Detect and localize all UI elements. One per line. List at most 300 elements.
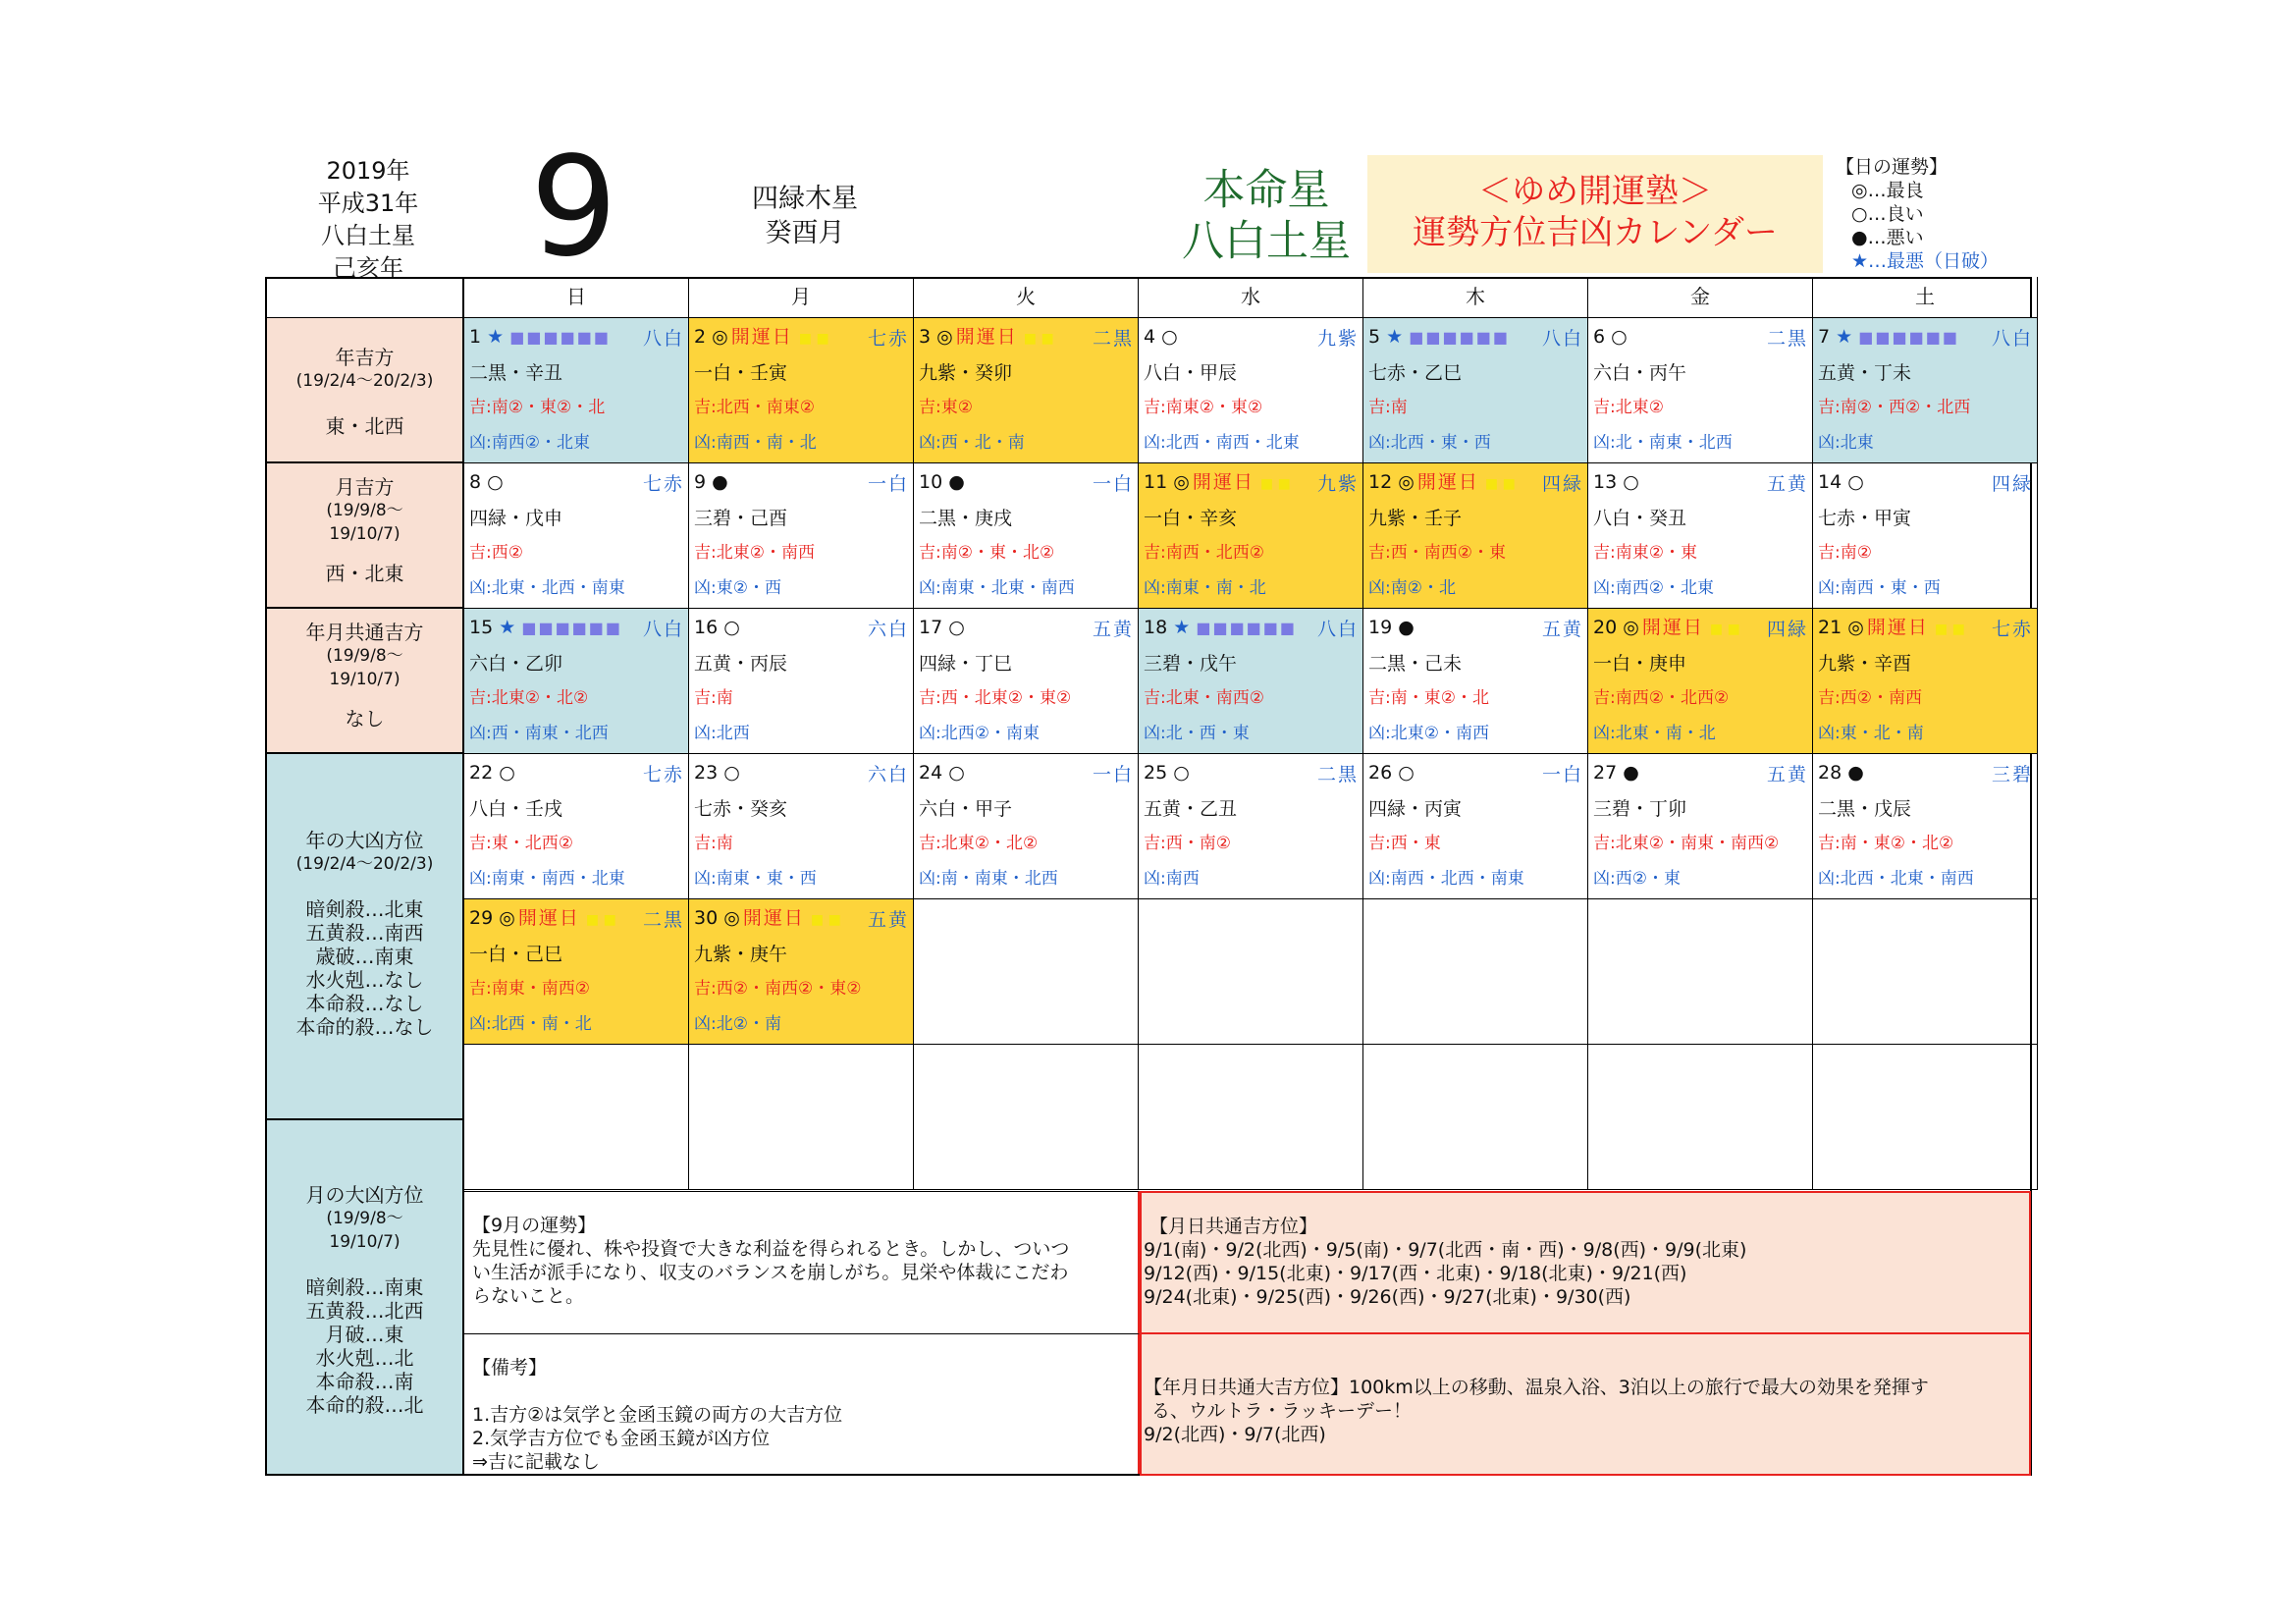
legend-bad: ●…悪い — [1851, 227, 1924, 248]
day-star: 七赤 — [867, 328, 909, 350]
day-number: 1 — [469, 326, 482, 348]
day-cell — [689, 899, 914, 1045]
empty-cell — [1139, 1045, 1363, 1190]
day-cell — [1813, 463, 2038, 609]
great-line: 【年月日共通大吉方位】100km以上の移動、温泉入浴、3泊以上の旅行で最大の効果を発揮す — [1144, 1377, 1929, 1398]
lucky-directions: 吉:南・東②・北② — [1818, 834, 1954, 853]
legend-worst: ★…最悪（日破） — [1851, 250, 2000, 272]
day-kanshi: 三碧・丁卯 — [1593, 798, 1687, 820]
fortune-mark: ○ — [723, 762, 740, 784]
legend-best: ◎…最良 — [1851, 180, 1924, 201]
unlucky-directions: 凶:南西②・北東 — [1593, 578, 1714, 598]
day-number: 7 — [1818, 326, 1831, 348]
kaiun-label: 開運日 — [955, 326, 1018, 348]
day-number: 24 — [919, 762, 943, 784]
yellow-square-icon: ■ ■ — [798, 331, 829, 347]
unlucky-directions: 凶:東②・西 — [694, 578, 781, 598]
day-kanshi: 八白・癸丑 — [1593, 508, 1687, 529]
day-number: 17 — [919, 617, 943, 638]
day-cell — [1363, 318, 1588, 463]
empty-cell — [914, 1045, 1139, 1190]
great-line: 9/2(北西)・9/7(北西) — [1144, 1424, 1326, 1445]
month-eto: 癸酉月 — [765, 218, 845, 248]
unlucky-directions: 凶:南東・南・北 — [1144, 578, 1266, 598]
day-star: 四緑 — [1766, 619, 1808, 640]
kaiun-label: 開運日 — [1866, 617, 1929, 638]
unlucky-item: 水火剋…北 — [315, 1346, 414, 1370]
unlucky-directions: 凶:東・北・南 — [1818, 724, 1924, 743]
day-cell — [1588, 754, 1813, 899]
day-number: 21 — [1818, 617, 1842, 638]
unlucky-directions: 凶:南西②・北東 — [469, 433, 590, 453]
purple-squares-icon: ■■■■■■ — [509, 328, 611, 347]
legend-title: 【日の運勢】 — [1836, 156, 1949, 178]
day-star: 五黄 — [1541, 619, 1583, 640]
remarks-box — [464, 1334, 1140, 1474]
weekday-5: 金 — [1588, 277, 1813, 318]
year-western: 2019年 — [326, 157, 410, 185]
empty-cell — [1588, 1045, 1813, 1190]
day-cell — [464, 318, 689, 463]
day-cell — [1363, 754, 1588, 899]
day-kanshi: 七赤・乙巳 — [1368, 362, 1463, 384]
day-kanshi: 四緑・丁巳 — [919, 653, 1013, 675]
day-star: 二黒 — [1766, 328, 1808, 350]
sidebar-period-start: (19/9/8〜 — [326, 646, 403, 666]
day-star: 二黒 — [1092, 328, 1134, 350]
day-number: 29 — [469, 907, 494, 929]
month-number: 9 — [530, 128, 618, 288]
fortune-mark: ○ — [1161, 326, 1178, 348]
weekday-4: 木 — [1363, 277, 1588, 318]
day-cell — [1363, 463, 1588, 609]
unlucky-directions: 凶:北西・北東・南西 — [1818, 869, 1974, 889]
fortune-mark: ★ — [1386, 326, 1404, 348]
fortune-mark: ★ — [487, 326, 505, 348]
fortune-mark: ◎ — [1173, 471, 1190, 493]
day-kanshi: 四緑・丙寅 — [1368, 798, 1463, 820]
unlucky-item: 月破…東 — [325, 1323, 404, 1346]
day-star: 一白 — [867, 473, 909, 495]
day-number: 9 — [694, 471, 707, 493]
unlucky-directions: 凶:西・南東・北西 — [469, 724, 609, 743]
lucky-directions: 吉:北東②・北② — [919, 834, 1039, 853]
day-cell — [1588, 463, 1813, 609]
fortune-mark: ○ — [723, 617, 740, 638]
sidebar-direction: 西・北東 — [325, 562, 404, 585]
day-number: 20 — [1593, 617, 1618, 638]
day-kanshi: 五黄・丙辰 — [694, 653, 788, 675]
empty-cell — [1363, 899, 1588, 1045]
fortune-mark: ◎ — [499, 907, 515, 929]
fortune-mark: ○ — [1611, 326, 1628, 348]
weekday-6: 土 — [1813, 277, 2038, 318]
common-line: 9/24(北東)・9/25(西)・9/26(西)・9/27(北東)・9/30(西) — [1144, 1286, 1631, 1308]
sidebar-period-start: (19/9/8〜 — [326, 1209, 403, 1228]
weekday-0: 日 — [464, 277, 689, 318]
sidebar-title: 月の大凶方位 — [305, 1183, 424, 1207]
purple-squares-icon: ■■■■■■ — [1409, 328, 1510, 347]
day-number: 12 — [1368, 471, 1393, 493]
honmei-star — [1148, 165, 1384, 267]
unlucky-item: 暗剣殺…北東 — [305, 897, 424, 921]
day-star: 六白 — [867, 619, 909, 640]
kaiun-label: 開運日 — [1641, 617, 1704, 638]
honmei-value: 八白土星 — [1182, 217, 1351, 266]
sidebar-title: 月吉方 — [335, 475, 395, 499]
monthly-fortune-box — [464, 1191, 1140, 1334]
month-star-info — [721, 182, 888, 250]
unlucky-directions: 凶:西②・東 — [1593, 869, 1681, 889]
lucky-directions: 吉:東・北西② — [469, 834, 573, 853]
title-main: 運勢方位吉凶カレンダー — [1413, 213, 1778, 252]
day-star: 五黄 — [1766, 764, 1808, 785]
empty-cell — [1813, 899, 2038, 1045]
day-kanshi: 一白・壬寅 — [694, 362, 788, 384]
day-star: 二黒 — [1316, 764, 1359, 785]
sidebar-period-end: 19/10/7) — [329, 670, 400, 689]
common-title: 【月日共通吉方位】 — [1149, 1216, 1318, 1237]
day-star: 九紫 — [1316, 473, 1359, 495]
day-cell — [1139, 754, 1363, 899]
kaiun-label: 開運日 — [1416, 471, 1479, 493]
empty-cell — [1139, 899, 1363, 1045]
day-kanshi: 九紫・庚午 — [694, 944, 788, 965]
day-star: 二黒 — [642, 909, 684, 931]
lucky-directions: 吉:南東・南西② — [469, 979, 590, 999]
fortune-mark: ◎ — [1623, 617, 1639, 638]
kaiun-label: 開運日 — [1192, 471, 1255, 493]
lucky-directions: 吉:東② — [919, 398, 973, 417]
sidebar-period-start: (19/9/8〜 — [326, 501, 403, 520]
kaiun-label: 開運日 — [730, 326, 793, 348]
day-kanshi: 三碧・己酉 — [694, 508, 788, 529]
sidebar-year-unlucky — [267, 754, 464, 1120]
day-cell — [464, 754, 689, 899]
day-number: 5 — [1368, 326, 1381, 348]
fortune-mark: ○ — [499, 762, 515, 784]
unlucky-item: 五黄殺…南西 — [305, 921, 424, 945]
lucky-directions: 吉:西②・南西 — [1818, 688, 1922, 708]
empty-cell — [1363, 1045, 1588, 1190]
fortune-mark: ○ — [1398, 762, 1415, 784]
day-star: 四緑 — [1991, 473, 2033, 495]
unlucky-item: 歳破…南東 — [315, 945, 414, 968]
remarks-line: ⇒吉に記載なし — [472, 1451, 600, 1473]
day-star: 八白 — [1541, 328, 1583, 350]
day-kanshi: 一白・庚申 — [1593, 653, 1687, 675]
day-kanshi: 六白・乙卯 — [469, 653, 563, 675]
day-kanshi: 二黒・庚戌 — [919, 508, 1013, 529]
yellow-square-icon: ■ ■ — [1709, 622, 1740, 637]
unlucky-directions: 凶:南東・東・西 — [694, 869, 817, 889]
legend-good: ○…良い — [1851, 203, 1924, 225]
day-kanshi: 二黒・戊辰 — [1818, 798, 1912, 820]
day-cell — [1813, 318, 2038, 463]
sidebar-period-end: 19/10/7) — [329, 524, 400, 544]
common-line: 9/12(西)・9/15(北東)・9/17(西・北東)・9/18(北東)・9/21(西) — [1144, 1263, 1687, 1284]
day-cell — [464, 899, 689, 1045]
title-box — [1367, 155, 1823, 273]
weekday-header-blank — [267, 277, 464, 318]
fortune-title: 【9月の運勢】 — [472, 1215, 597, 1236]
day-number: 19 — [1368, 617, 1393, 638]
day-star: 七赤 — [642, 764, 684, 785]
kaiun-label: 開運日 — [517, 907, 580, 929]
day-star: 七赤 — [642, 473, 684, 495]
day-cell — [914, 609, 1139, 754]
day-cell — [689, 463, 914, 609]
empty-cell — [1813, 1045, 2038, 1190]
empty-cell — [689, 1045, 914, 1190]
day-kanshi: 六白・丙午 — [1593, 362, 1687, 384]
day-cell — [689, 754, 914, 899]
day-star: 五黄 — [1766, 473, 1808, 495]
fortune-mark: ● — [1847, 762, 1864, 784]
unlucky-directions: 凶:西・北・南 — [919, 433, 1025, 453]
yellow-square-icon: ■ ■ — [585, 912, 616, 928]
unlucky-directions: 凶:北②・南 — [694, 1014, 781, 1034]
sidebar-period: (19/2/4〜20/2/3) — [295, 854, 434, 874]
unlucky-directions: 凶:北西②・南東 — [919, 724, 1040, 743]
fortune-mark: ○ — [948, 617, 965, 638]
fortune-line: い生活が派手になり、収支のバランスを崩しがち。見栄や体裁にこだわ — [472, 1262, 1069, 1283]
sidebar-period-end: 19/10/7) — [329, 1232, 400, 1252]
day-kanshi: 一白・辛亥 — [1144, 508, 1238, 529]
title-brand: ＜ゆめ開運塾＞ — [1478, 172, 1712, 211]
lucky-directions: 吉:南② — [1818, 543, 1872, 563]
lucky-directions: 吉:北東②・北② — [469, 688, 589, 708]
unlucky-directions: 凶:南・南東・北西 — [919, 869, 1058, 889]
empty-cell — [914, 899, 1139, 1045]
day-cell — [914, 463, 1139, 609]
day-number: 6 — [1593, 326, 1606, 348]
yellow-square-icon: ■ ■ — [1484, 476, 1516, 492]
unlucky-directions: 凶:南西・北西・南東 — [1368, 869, 1524, 889]
day-kanshi: 九紫・辛酉 — [1818, 653, 1912, 675]
fortune-mark: ★ — [1173, 617, 1191, 638]
day-number: 11 — [1144, 471, 1168, 493]
yellow-square-icon: ■ ■ — [1023, 331, 1054, 347]
day-cell — [464, 609, 689, 754]
day-number: 22 — [469, 762, 494, 784]
lucky-directions: 吉:南 — [1368, 398, 1408, 417]
fortune-mark: ○ — [1847, 471, 1864, 493]
day-star: 五黄 — [1092, 619, 1134, 640]
unlucky-directions: 凶:南西・東・西 — [1818, 578, 1941, 598]
lucky-directions: 吉:南東②・東② — [1144, 398, 1263, 417]
day-number: 16 — [694, 617, 719, 638]
unlucky-item: 本命殺…なし — [305, 992, 424, 1015]
day-cell — [914, 318, 1139, 463]
day-kanshi: 九紫・壬子 — [1368, 508, 1463, 529]
remarks-line: 2.気学吉方位でも金函玉鏡が凶方位 — [472, 1428, 771, 1449]
fortune-mark: ◎ — [723, 907, 740, 929]
unlucky-item: 水火剋…なし — [305, 968, 424, 992]
day-star: 九紫 — [1316, 328, 1359, 350]
sidebar-common-lucky — [267, 609, 464, 754]
lucky-directions: 吉:西・北東②・東② — [919, 688, 1072, 708]
unlucky-directions: 凶:北西・南・北 — [469, 1014, 592, 1034]
yellow-square-icon: ■ ■ — [1934, 622, 1965, 637]
weekday-3: 水 — [1139, 277, 1363, 318]
lucky-directions: 吉:北東②・南西 — [694, 543, 815, 563]
lucky-directions: 吉:西・東 — [1368, 834, 1441, 853]
fortune-mark: ● — [948, 471, 965, 493]
legend — [1836, 155, 1999, 273]
sidebar-month-unlucky — [267, 1120, 464, 1474]
unlucky-directions: 凶:北東②・南西 — [1368, 724, 1489, 743]
day-kanshi: 九紫・癸卯 — [919, 362, 1013, 384]
day-star: 八白 — [642, 328, 684, 350]
sidebar-title: 年吉方 — [335, 346, 395, 369]
fortune-line: らないこと。 — [472, 1285, 585, 1307]
day-number: 15 — [469, 617, 494, 638]
yellow-square-icon: ■ ■ — [810, 912, 841, 928]
unlucky-item: 暗剣殺…南東 — [305, 1275, 424, 1299]
sidebar-period: (19/2/4〜20/2/3) — [295, 371, 434, 391]
day-number: 27 — [1593, 762, 1618, 784]
fortune-mark: ◎ — [712, 326, 728, 348]
day-star: 三碧 — [1991, 764, 2033, 785]
fortune-mark: ● — [712, 471, 728, 493]
sidebar-title: 年の大凶方位 — [305, 829, 424, 852]
lucky-directions: 吉:南東②・東 — [1593, 543, 1697, 563]
day-star: 一白 — [1092, 764, 1134, 785]
day-star: 八白 — [1316, 619, 1359, 640]
unlucky-directions: 凶:北・南東・北西 — [1593, 433, 1733, 453]
day-number: 18 — [1144, 617, 1168, 638]
fortune-mark: ★ — [499, 617, 516, 638]
lucky-directions: 吉:北東② — [1593, 398, 1664, 417]
day-number: 2 — [694, 326, 707, 348]
sidebar-title: 年月共通吉方 — [305, 621, 424, 644]
unlucky-directions: 凶:北西・南西・北東 — [1144, 433, 1300, 453]
day-cell — [1139, 609, 1363, 754]
great-lucky-box — [1140, 1334, 2031, 1476]
day-number: 8 — [469, 471, 482, 493]
day-cell — [1813, 609, 2038, 754]
fortune-mark: ○ — [1173, 762, 1190, 784]
kaiun-label: 開運日 — [742, 907, 805, 929]
lucky-directions: 吉:北西・南東② — [694, 398, 815, 417]
year-info — [294, 155, 442, 285]
day-star: 一白 — [1541, 764, 1583, 785]
day-kanshi: 四緑・戊申 — [469, 508, 563, 529]
day-number: 26 — [1368, 762, 1393, 784]
day-number: 4 — [1144, 326, 1156, 348]
lucky-directions: 吉:南 — [694, 834, 733, 853]
month-star: 四緑木星 — [752, 184, 858, 214]
fortune-mark: ◎ — [1398, 471, 1415, 493]
fortune-line: 先見性に優れ、株や投資で大きな利益を得られるとき。しかし、ついつ — [472, 1238, 1070, 1260]
day-cell — [914, 754, 1139, 899]
year-eto: 己亥年 — [333, 254, 403, 282]
day-star: 八白 — [1991, 328, 2033, 350]
unlucky-directions: 凶:南東・北東・南西 — [919, 578, 1075, 598]
day-kanshi: 五黄・乙丑 — [1144, 798, 1238, 820]
lucky-directions: 吉:南②・東・北② — [919, 543, 1055, 563]
day-star: 七赤 — [1991, 619, 2033, 640]
year-star: 八白土星 — [321, 222, 415, 249]
sidebar-direction: なし — [345, 707, 385, 731]
day-kanshi: 二黒・己未 — [1368, 653, 1463, 675]
lucky-directions: 吉:西②・南西②・東② — [694, 979, 862, 999]
year-heisei: 平成31年 — [317, 189, 419, 217]
lucky-directions: 吉:西・南西②・東 — [1368, 543, 1506, 563]
common-lucky-box — [1140, 1191, 2031, 1334]
day-number: 14 — [1818, 471, 1842, 493]
fortune-mark: ○ — [487, 471, 504, 493]
day-cell — [1363, 609, 1588, 754]
lucky-directions: 吉:北東②・南東・南西② — [1593, 834, 1780, 853]
fortune-mark: ● — [1623, 762, 1639, 784]
purple-squares-icon: ■■■■■■ — [1858, 328, 1959, 347]
day-cell — [689, 318, 914, 463]
lucky-directions: 吉:南・東②・北 — [1368, 688, 1489, 708]
day-kanshi: 一白・己巳 — [469, 944, 563, 965]
unlucky-directions: 凶:北東 — [1818, 433, 1874, 453]
fortune-mark: ● — [1398, 617, 1415, 638]
lucky-directions: 吉:南②・東②・北 — [469, 398, 606, 417]
lucky-directions: 吉:南 — [694, 688, 733, 708]
unlucky-directions: 凶:南西 — [1144, 869, 1200, 889]
day-cell — [1813, 754, 2038, 899]
honmei-label: 本命星 — [1202, 166, 1330, 215]
unlucky-item: 本命殺…南 — [315, 1370, 414, 1393]
fortune-mark: ◎ — [936, 326, 953, 348]
day-number: 10 — [919, 471, 943, 493]
day-star: 五黄 — [867, 909, 909, 931]
sidebar-month-lucky — [267, 463, 464, 609]
unlucky-directions: 凶:北東・北西・南東 — [469, 578, 625, 598]
day-kanshi: 八白・壬戌 — [469, 798, 563, 820]
unlucky-directions: 凶:南東・南西・北東 — [469, 869, 625, 889]
day-cell — [1139, 463, 1363, 609]
day-star: 一白 — [1092, 473, 1134, 495]
sidebar-direction: 東・北西 — [325, 414, 404, 438]
unlucky-directions: 凶:北西 — [694, 724, 750, 743]
empty-cell — [464, 1045, 689, 1190]
day-kanshi: 六白・甲子 — [919, 798, 1013, 820]
lucky-directions: 吉:南②・西②・北西 — [1818, 398, 1971, 417]
lucky-directions: 吉:南西・北西② — [1144, 543, 1264, 563]
day-kanshi: 七赤・甲寅 — [1818, 508, 1912, 529]
unlucky-directions: 凶:北西・東・西 — [1368, 433, 1491, 453]
unlucky-item: 本命的殺…なし — [295, 1015, 434, 1039]
day-cell — [1588, 609, 1813, 754]
yellow-square-icon: ■ ■ — [1259, 476, 1291, 492]
day-cell — [1139, 318, 1363, 463]
remarks-title: 【備考】 — [472, 1357, 548, 1379]
day-number: 13 — [1593, 471, 1618, 493]
unlucky-item: 五黄殺…北西 — [305, 1299, 424, 1323]
purple-squares-icon: ■■■■■■ — [1196, 619, 1298, 637]
day-number: 23 — [694, 762, 719, 784]
day-kanshi: 八白・甲辰 — [1144, 362, 1238, 384]
lucky-directions: 吉:南西②・北西② — [1593, 688, 1730, 708]
day-cell — [1588, 318, 1813, 463]
day-star: 六白 — [867, 764, 909, 785]
great-line: る、ウルトラ・ラッキーデー！ — [1151, 1400, 1413, 1422]
unlucky-directions: 凶:北・西・東 — [1144, 724, 1250, 743]
day-star: 八白 — [642, 619, 684, 640]
day-cell — [689, 609, 914, 754]
day-kanshi: 五黄・丁未 — [1818, 362, 1912, 384]
day-number: 28 — [1818, 762, 1842, 784]
fortune-mark: ○ — [948, 762, 965, 784]
fortune-mark: ★ — [1836, 326, 1853, 348]
